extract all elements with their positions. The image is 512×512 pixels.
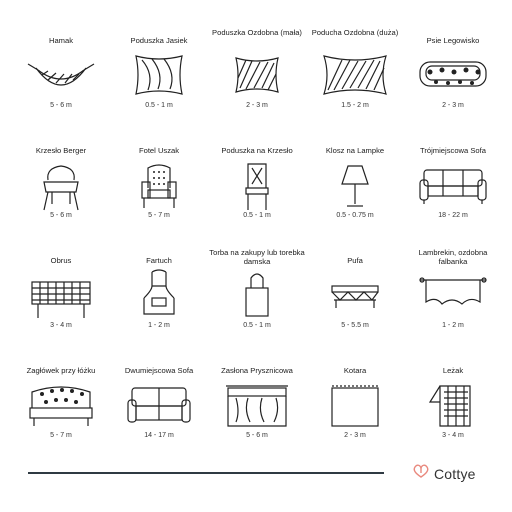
curtain-icon xyxy=(320,378,390,432)
item-amount: 18 - 22 m xyxy=(438,212,468,219)
pouf-icon xyxy=(320,268,390,322)
item-fartuch xyxy=(110,240,208,350)
item-title: Psie Legowisko xyxy=(426,36,480,45)
item-amount: 5 - 6 m xyxy=(50,212,72,219)
item-amount: 5 - 6 m xyxy=(50,102,72,109)
pillow-icon xyxy=(124,48,194,102)
item-title: Poducha Ozdobna (duża) xyxy=(311,28,399,37)
chair-cushion-icon xyxy=(222,158,292,212)
item-title: Lambrekin, ozdobna falbanka xyxy=(418,248,488,266)
item-amount: 0.5 - 1 m xyxy=(243,322,271,329)
item-title: Zasłona Prysznicowa xyxy=(221,366,293,375)
item-title: Torba na zakupy lub torebka damska xyxy=(209,248,305,266)
item-amount: 0.5 - 0.75 m xyxy=(336,212,374,219)
item-title: Fartuch xyxy=(146,256,172,265)
item-amount: 1 - 2 m xyxy=(148,322,170,329)
item-title: Pufa xyxy=(347,256,363,265)
item-amount: 1.5 - 2 m xyxy=(341,102,369,109)
item-amount: 2 - 3 m xyxy=(442,102,464,109)
item-pufa xyxy=(306,240,404,350)
item-title: Leżak xyxy=(442,366,464,375)
row-3 xyxy=(12,240,502,350)
shopping-bag-icon xyxy=(222,268,292,322)
item-amount: 2 - 3 m xyxy=(344,432,366,439)
item-title: Poduszka Ozdobna (mała) xyxy=(212,28,302,37)
item-poduszka-jasiek xyxy=(110,20,208,130)
item-lambrekin xyxy=(404,240,502,350)
item-title: Dwumiejscowa Sofa xyxy=(124,366,194,375)
item-amount: 3 - 4 m xyxy=(50,322,72,329)
item-amount: 5 - 7 m xyxy=(148,212,170,219)
item-poducha-ozdobna-duza xyxy=(306,20,404,130)
item-title: Poduszka Jasiek xyxy=(130,36,188,45)
item-title: Klosz na Lampke xyxy=(325,146,385,155)
headboard-icon xyxy=(26,378,96,432)
berger-chair-icon xyxy=(26,158,96,212)
row-2 xyxy=(12,130,502,240)
item-amount: 3 - 4 m xyxy=(442,432,464,439)
item-zaslona-prysznicowa xyxy=(208,350,306,460)
item-amount: 2 - 3 m xyxy=(246,102,268,109)
item-title: Krzesło Berger xyxy=(35,146,87,155)
item-krzeslo-berger xyxy=(12,130,110,240)
item-amount: 1 - 2 m xyxy=(442,322,464,329)
item-amount: 5 - 7 m xyxy=(50,432,72,439)
dog-bed-icon xyxy=(418,48,488,102)
three-seat-sofa-icon xyxy=(418,158,488,212)
deck-chair-icon xyxy=(418,378,488,432)
item-poduszka-na-krzeslo xyxy=(208,130,306,240)
footer-divider xyxy=(28,472,384,474)
row-4 xyxy=(12,350,502,460)
item-amount: 5 - 6 m xyxy=(246,432,268,439)
two-seat-sofa-icon xyxy=(124,378,194,432)
lampshade-icon xyxy=(320,158,390,212)
item-dwumiejscowa-sofa xyxy=(110,350,208,460)
item-fotel-uszak xyxy=(110,130,208,240)
item-amount: 0.5 - 1 m xyxy=(145,102,173,109)
item-title: Kotara xyxy=(343,366,367,375)
item-klosz-na-lampke xyxy=(306,130,404,240)
shower-curtain-icon xyxy=(222,378,292,432)
item-kotara xyxy=(306,350,404,460)
valance-icon xyxy=(418,268,488,322)
item-title: Obrus xyxy=(50,256,72,265)
item-title: Trójmiejscowa Sofa xyxy=(420,146,486,155)
apron-icon xyxy=(124,268,194,322)
item-title: Zagłówek przy łóżku xyxy=(26,366,96,375)
item-zaglowek xyxy=(12,350,110,460)
item-trojmiejscowa-sofa xyxy=(404,130,502,240)
decorative-pillow-large-icon xyxy=(320,48,390,102)
brand-name: Cottye xyxy=(434,465,476,482)
item-title: Poduszka na Krzesło xyxy=(221,146,293,155)
item-amount: 14 - 17 m xyxy=(144,432,174,439)
wingback-armchair-icon xyxy=(124,158,194,212)
item-poduszka-ozdobna-mala xyxy=(208,20,306,130)
row-1 xyxy=(12,20,502,130)
item-title: Fotel Uszak xyxy=(138,146,180,155)
item-obrus xyxy=(12,240,110,350)
hammock-icon xyxy=(26,48,96,102)
item-lezak xyxy=(404,350,502,460)
item-amount: 0.5 - 1 m xyxy=(243,212,271,219)
item-title: Hamak xyxy=(48,36,74,45)
item-psie-legowisko xyxy=(404,20,502,130)
item-amount: 5 - 5.5 m xyxy=(341,322,369,329)
cottye-logo-icon xyxy=(412,463,430,484)
item-torba-na-zakupy xyxy=(208,240,306,350)
brand-logo xyxy=(412,463,476,484)
decorative-pillow-small-icon xyxy=(222,48,292,102)
tablecloth-icon xyxy=(26,268,96,322)
item-hamak xyxy=(12,20,110,130)
